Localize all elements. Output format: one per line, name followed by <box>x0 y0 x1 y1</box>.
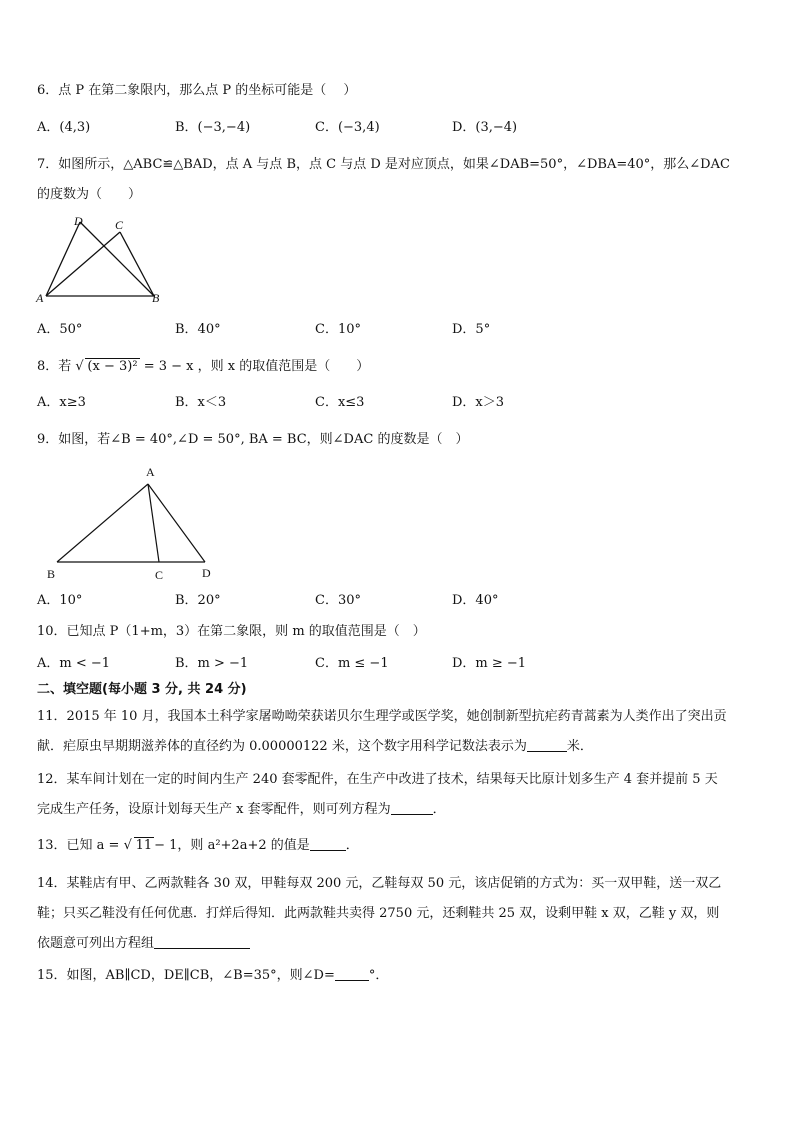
q8-option-d: D．x＞3 <box>452 395 505 410</box>
q9-label-d: D <box>202 566 211 580</box>
q14-answer-blank[interactable] <box>154 934 250 949</box>
q6-option-a: A．(4,3) <box>37 120 91 135</box>
q13-end: ． <box>345 838 359 853</box>
q9-label-c: C <box>155 568 164 582</box>
q7-option-b: B．40° <box>175 322 221 337</box>
q10-option-b: B．m > −1 <box>175 656 249 671</box>
q14-line3 <box>37 934 250 954</box>
q15-answer-blank[interactable] <box>335 966 369 981</box>
q11-line2-text: 献．疟原虫早期期滋养体的直径约为 0.00000122 米，这个数字用科学记数法表示为 <box>37 739 527 754</box>
q6-option-b: B．(−3,−4) <box>175 120 251 135</box>
q11-line2-end: 米． <box>566 739 593 754</box>
q8-stem-prefix: 8．若 <box>37 359 72 374</box>
q12-line2 <box>37 800 446 820</box>
q9-option-d: D．40° <box>452 593 499 608</box>
q9-figure <box>35 460 235 585</box>
section-title-fill-in: 二、填空题(每小题 3 分, 共 24 分) <box>37 682 247 697</box>
q7-options <box>37 320 737 340</box>
q7-option-a: A．50° <box>37 322 83 337</box>
q8-stem <box>37 357 369 377</box>
q15-line <box>37 966 388 986</box>
q7-option-c: C．10° <box>315 322 361 337</box>
q12-answer-blank[interactable] <box>391 800 433 815</box>
q8-option-a: A．x≥3 <box>37 395 86 410</box>
q11-answer-blank[interactable] <box>527 737 567 752</box>
q6-stem: 6．点 P 在第二象限内，那么点 P 的坐标可能是（ ） <box>37 83 357 98</box>
q10-option-a: A．m < −1 <box>37 656 111 671</box>
q11-line1: 11．2015 年 10 月，我国本土科学家屠呦呦荣获诺贝尔生理学或医学奖，她创制新型抗疟药青蒿素为人类作出了突出贡 <box>37 709 727 724</box>
q9-option-a: A．10° <box>37 593 83 608</box>
q9-option-c: C．30° <box>315 593 361 608</box>
q10-option-d: D．m ≥ −1 <box>452 656 527 671</box>
q15-prefix: 15．如图，AB∥CD，DE∥CB，∠B=35°，则∠D= <box>37 968 335 983</box>
q9-label-b: B <box>47 567 56 581</box>
q9-label-a: A <box>146 465 155 479</box>
q10-options <box>37 654 737 674</box>
q14-line3-text: 依题意可列出方程组 <box>37 936 155 951</box>
q7-label-b: B <box>152 291 160 305</box>
q15-suffix: °． <box>368 968 389 983</box>
q8-option-b: B．x＜3 <box>175 395 227 410</box>
q14-line1: 14．某鞋店有甲、乙两款鞋各 30 双，甲鞋每双 200 元，乙鞋每双 50 元，该店促销的方式为：买一双甲鞋，送一双乙 <box>37 876 722 891</box>
q7-figure <box>30 210 180 310</box>
q13-radical: √ 11 <box>123 838 153 853</box>
q7-stem-line2: 的度数为（ ） <box>37 187 142 202</box>
q7-option-d: D．5° <box>452 322 491 337</box>
q7-stem-line1: 7．如图所示，△ABC≌△BAD，点 A 与点 B，点 C 与点 D 是对应顶点，如果∠DAB=50°，∠DBA=40°，那么∠DAC <box>37 157 730 172</box>
q8-option-c: C．x≤3 <box>315 395 365 410</box>
q13-prefix: 13．已知 a = <box>37 838 124 853</box>
q10-option-c: C．m ≤ −1 <box>315 656 389 671</box>
q13-suffix: − 1，则 a²+2a+2 的值是 <box>154 838 310 853</box>
q9-option-b: B．20° <box>175 593 221 608</box>
q12-line2-end: ． <box>432 802 446 817</box>
q9-options <box>37 591 737 611</box>
q6-option-d: D．(3,−4) <box>452 120 518 135</box>
q9-stem: 9．如图，若∠B = 40°,∠D = 50°, BA = BC，则∠DAC 的度数是（ ） <box>37 432 469 447</box>
q6-option-c: C．(−3,4) <box>315 120 380 135</box>
q14-line2: 鞋；只买乙鞋没有任何优惠．打烊后得知．此两款鞋共卖得 2750 元，还剩鞋共 25 双，设剩甲鞋 x 双，乙鞋 y 双，则 <box>37 906 720 921</box>
q8-radical: √ (x − 3)² <box>75 359 138 374</box>
q10-stem: 10．已知点 P（1+m，3）在第二象限，则 m 的取值范围是（ ） <box>37 624 426 639</box>
q13-answer-blank[interactable] <box>310 836 346 851</box>
q8-stem-suffix: = 3 − x ，则 x 的取值范围是（ ） <box>143 359 370 374</box>
q13-line <box>37 836 359 856</box>
q7-label-a: A <box>36 291 44 305</box>
q11-line2 <box>37 737 593 757</box>
q6-options <box>37 118 737 138</box>
q7-label-d: D <box>74 214 83 228</box>
q12-line1: 12．某车间计划在一定的时间内生产 240 套零配件，在生产中改进了技术，结果每天比原计划多生产 4 套并提前 5 天 <box>37 772 718 787</box>
q8-options <box>37 393 737 413</box>
q12-line2-text: 完成生产任务，设原计划每天生产 x 套零配件，则可列方程为 <box>37 802 391 817</box>
q7-label-c: C <box>115 218 124 232</box>
